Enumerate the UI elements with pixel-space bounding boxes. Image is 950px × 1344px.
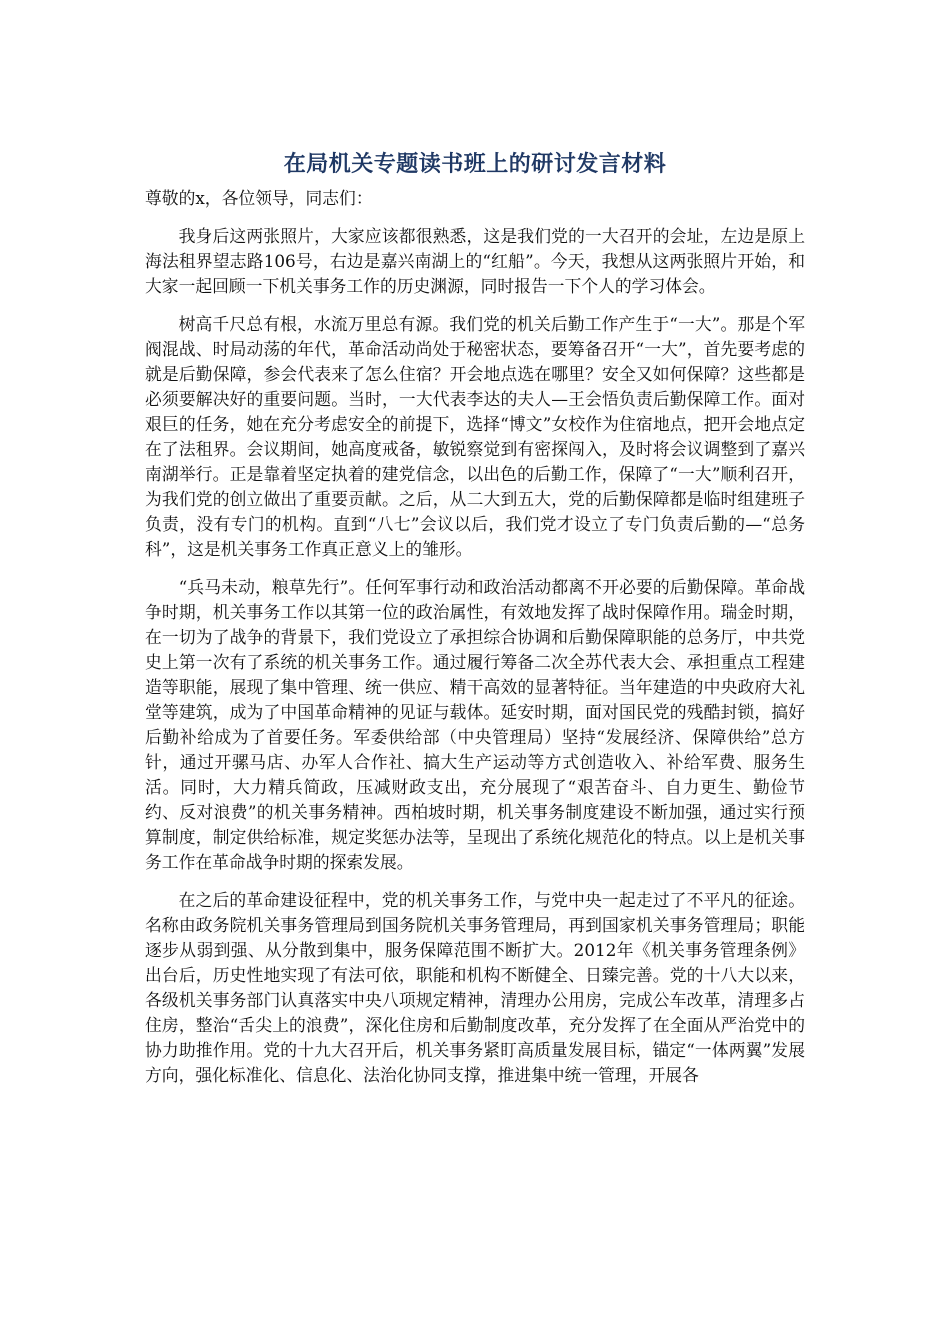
salutation: 尊敬的x，各位领导，同志们： [145,188,373,208]
paragraph-1: 我身后这两张照片，大家应该都很熟悉，这是我们党的一大召开的会址，左边是原上海法租界望志路106号，右边是嘉兴南湖上的“红船”。今天，我想从这两张照片开始，和大家一起回顾一下机关事务工作的历史渊源，同时报告一下个人的学习体会。 [145,226,805,296]
document-body [145,186,805,1101]
paragraph-2: 树高千尺总有根，水流万里总有源。我们党的机关后勤工作产生于“一大”。那是个军阀混战、时局动荡的年代，革命活动尚处于秘密状态，要筹备召开“一大”，首先要考虑的就是后勤保障，参会代表来了怎么住宿？开会地点选在哪里？安全又如何保障？这些都是必须要解决好的重要问题。当时，一大代表李达的夫人—王会悟负责后勤保障工作。面对艰巨的任务，她在充分考虑安全的前提下，选择“博文”女校作为住宿地点，把开会地点定在了法租界。会议期间，她高度戒备，敏锐察觉到有密探闯入，及时将会议调整到了嘉兴南湖举行。正是靠着坚定执着的建党信念，以出色的后勤工作，保障了“一大”顺利召开，为我们党的创立做出了重要贡献。之后，从二大到五大，党的后勤保障都是临时组建班子负责，没有专门的机构。直到“八七”会议以后，我们党才设立了专门负责后勤的—“总务科”，这是机关事务工作真正意义上的雏形。 [145,314,805,559]
paragraph-3: “兵马未动，粮草先行”。任何军事行动和政治活动都离不开必要的后勤保障。革命战争时期，机关事务工作以其第一位的政治属性，有效地发挥了战时保障作用。瑞金时期，在一切为了战争的背景下，我们党设立了承担综合协调和后勤保障职能的总务厅，中共党史上第一次有了系统的机关事务工作。通过履行筹备二次全苏代表大会、承担重点工程建造等职能，展现了集中管理、统一供应、精干高效的显著特征。当年建造的中央政府大礼堂等建筑，成为了中国革命精神的见证与载体。延安时期，面对国民党的残酷封锁，搞好后勤补给成为了首要任务。军委供给部（中央管理局）坚持“发展经济、保障供给”总方针，通过开骡马店、办军人合作社、搞大生产运动等方式创造收入、补给军费、服务生活。同时，大力精兵简政，压减财政支出，充分展现了“艰苦奋斗、自力更生、勤俭节约、反对浪费”的机关事务精神。西柏坡时期，机关事务制度建设不断加强，通过实行预算制度，制定供给标准，规定奖惩办法等，呈现出了系统化规范化的特点。以上是机关事务工作在革命战争时期的探索发展。 [145,577,805,872]
paragraph-4: 在之后的革命建设征程中，党的机关事务工作，与党中央一起走过了不平凡的征途。名称由政务院机关事务管理局到国务院机关事务管理局，再到国家机关事务管理局；职能逐步从弱到强、从分散到集中，服务保障范围不断扩大。2012年《机关事务管理条例》出台后，历史性地实现了有法可依，职能和机构不断健全、日臻完善。党的十八大以来，各级机关事务部门认真落实中央八项规定精神，清理办公用房，完成公车改革，清理多占住房，整治“舌尖上的浪费”，深化住房和后勤制度改革，充分发挥了在全面从严治党中的协力助推作用。党的十九大召开后，机关事务紧盯高质量发展目标，锚定“一体两翼”发展方向，强化标准化、信息化、法治化协同支撑，推进集中统一管理，开展各 [145,890,805,1085]
document-title: 在局机关专题读书班上的研讨发言材料 [283,151,667,177]
